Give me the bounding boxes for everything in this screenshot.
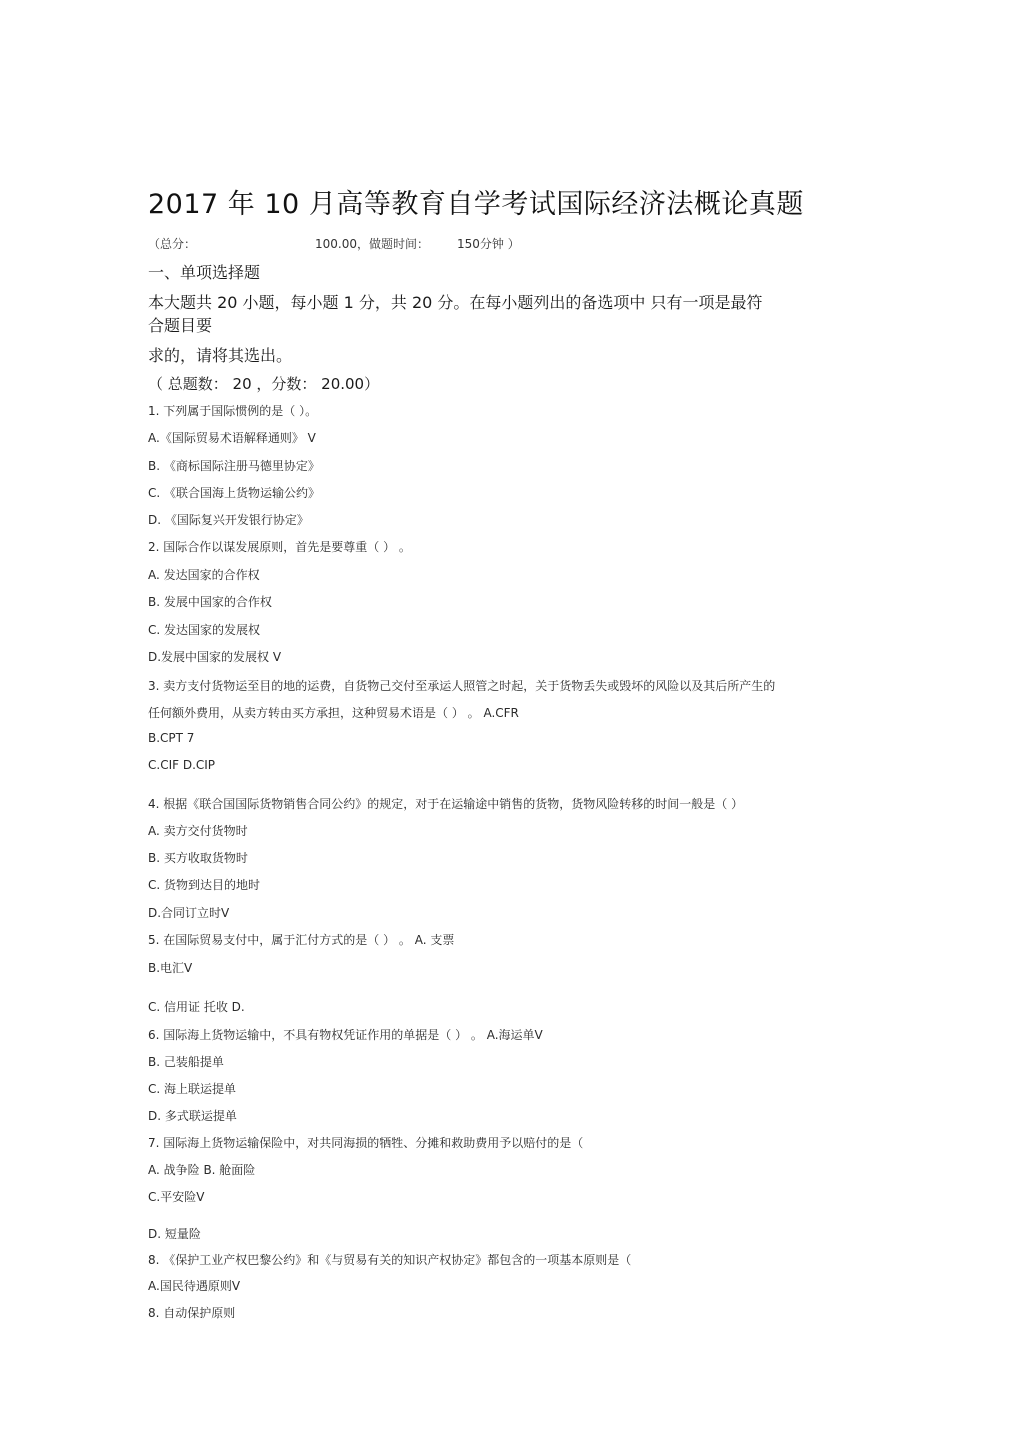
question-line: D. 短量险: [148, 1227, 201, 1241]
question-line: B. 发展中国家的合作权: [148, 595, 272, 609]
question-line: D.发展中国家的发展权 V: [148, 650, 282, 664]
question-line: 8. 《保护工业产权巴黎公约》和《与贸易有关的知识产权协定》都包含的一项基本原则是（: [148, 1253, 632, 1267]
question-line: 任何额外费用，从卖方转由买方承担，这种贸易术语是（ ） 。 A.CFR: [148, 706, 519, 720]
question-line: B.电汇V: [148, 961, 193, 975]
question-line: 6. 国际海上货物运输中，不具有物权凭证作用的单据是（ ） 。 A.海运单V: [148, 1028, 543, 1042]
question-line: C. 货物到达目的地时: [148, 878, 261, 892]
question-line: 2. 国际合作以谋发展原则，首先是要尊重（ ） 。: [148, 540, 411, 554]
question-line: A. 战争险 B. 舱面险: [148, 1163, 256, 1177]
section-heading: 一、单项选择题: [148, 263, 261, 282]
page-title: 2017 年 10 月高等教育自学考试国际经济法概论真题: [148, 189, 804, 220]
total-label: （总分：: [148, 237, 197, 251]
question-line: A.国民待遇原则V: [148, 1279, 241, 1293]
question-line: C. 《联合国海上货物运输公约》: [148, 486, 321, 500]
question-line: A. 发达国家的合作权: [148, 568, 260, 582]
question-line: D.合同订立时V: [148, 906, 230, 920]
question-line: 1. 下列属于国际惯例的是（ ）。: [148, 404, 318, 418]
time-value: 150分钟 ）: [457, 237, 520, 251]
question-line: C. 海上联运提单: [148, 1082, 237, 1096]
question-line: C.CIF D.CIP: [148, 758, 216, 772]
question-line: B. 己装船提单: [148, 1055, 224, 1069]
question-line: C.平安险V: [148, 1190, 205, 1204]
question-line: C. 信用证 托收 D.: [148, 1000, 245, 1014]
question-line: C. 发达国家的发展权: [148, 623, 261, 637]
question-line: D. 《国际复兴开发银行协定》: [148, 513, 309, 527]
total-value: 100.00，做题时间：: [315, 237, 429, 251]
section-desc-line1: 本大题共 20 小题，每小题 1 分，共 20 分。在每小题列出的备选项中 只有一项是最符: [148, 293, 763, 312]
question-line: B. 买方收取货物时: [148, 851, 248, 865]
question-line: B. 《商标国际注册马德里协定》: [148, 459, 320, 473]
question-line: 4. 根据《联合国国际货物销售合同公约》的规定，对于在运输途中销售的货物，货物风险转移的时间一般是（ ）: [148, 797, 744, 811]
section-desc-line2: 合题目要: [148, 316, 213, 335]
section-summary: （ 总题数： 20 ，分数： 20.00）: [148, 375, 380, 393]
question-line: A. 卖方交付货物时: [148, 824, 248, 838]
question-line: 3. 卖方支付货物运至目的地的运费，自货物己交付至承运人照管之时起，关于货物丢失或毁坏的风险以及其后所产生的: [148, 679, 776, 693]
section-desc-line3: 求的，请将其选出。: [148, 346, 293, 365]
question-line: 7. 国际海上货物运输保险中，对共同海损的牺牲、分摊和救助费用予以赔付的是（: [148, 1136, 584, 1150]
question-line: B.CPT 7: [148, 731, 195, 745]
question-line: 5. 在国际贸易支付中，属于汇付方式的是（ ） 。 A. 支票: [148, 933, 455, 947]
question-line: A.《国际贸易术语解释通则》 V: [148, 431, 316, 445]
question-line: 8. 自动保护原则: [148, 1306, 236, 1320]
question-line: D. 多式联运提单: [148, 1109, 237, 1123]
